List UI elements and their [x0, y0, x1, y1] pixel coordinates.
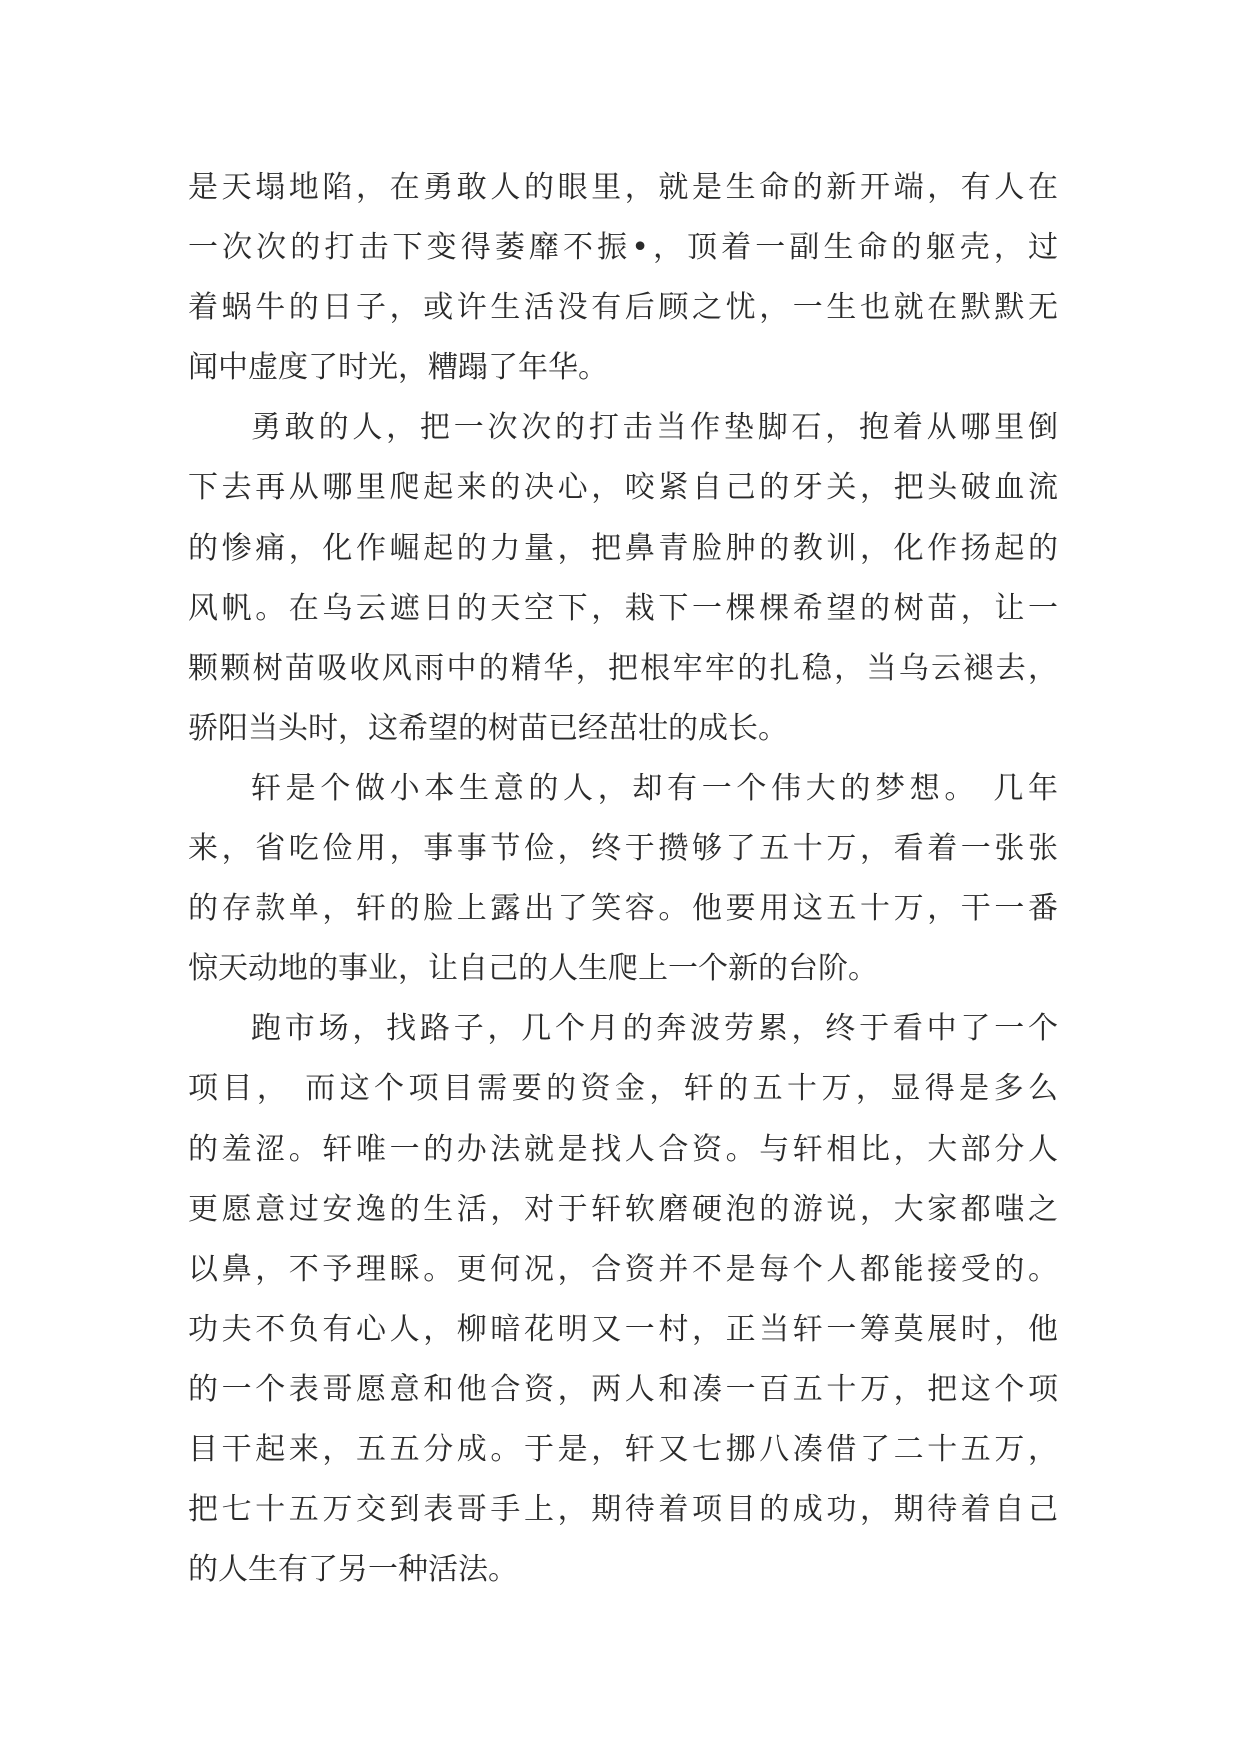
text-line: 的存款单，轩的脸上露出了笑容。他要用这五十万，干一番 [188, 891, 1058, 927]
text-line: 的一个表哥愿意和他合资，两人和凑一百五十万，把这个项 [188, 1371, 1058, 1407]
text-line: 颗颗树苗吸收风雨中的精华，把根牢牢的扎稳，当乌云褪去， [188, 650, 1058, 686]
text-line: 来，省吃俭用，事事节俭，终于攒够了五十万，看着一张张 [188, 831, 1058, 867]
text-line: 的羞涩。轩唯一的办法就是找人合资。与轩相比，大部分人 [188, 1131, 1058, 1167]
text-line: 更愿意过安逸的生活，对于轩软磨硬泡的游说，大家都嗤之 [188, 1191, 1058, 1227]
text-line: 以鼻，不予理睬。更何况，合资并不是每个人都能接受的。 [188, 1251, 1058, 1287]
text-line: 目干起来，五五分成。于是，轩又七挪八凑借了二十五万， [188, 1431, 1058, 1467]
text-line: 的人生有了另一种活法。 [188, 1552, 518, 1588]
text-line: 功夫不负有心人，柳暗花明又一村，正当轩一筹莫展时，他 [188, 1311, 1058, 1347]
text-line: 着蜗牛的日子，或许生活没有后顾之忧，一生也就在默默无 [188, 290, 1058, 326]
text-line: 下去再从哪里爬起来的决心，咬紧自己的牙关，把头破血流 [188, 470, 1058, 506]
text-line: 勇敢的人，把一次次的打击当作垫脚石，抱着从哪里倒 [251, 410, 1058, 446]
text-line: 跑市场，找路子，几个月的奔波劳累，终于看中了一个 [251, 1011, 1058, 1047]
text-line: 一次次的打击下变得萎靡不振•，顶着一副生命的躯壳，过 [188, 230, 1058, 266]
text-line: 骄阳当头时，这希望的树苗已经茁壮的成长。 [188, 710, 788, 746]
text-line: 的惨痛，化作崛起的力量，把鼻青脸肿的教训，化作扬起的 [188, 530, 1058, 566]
text-line: 项目， 而这个项目需要的资金，轩的五十万，显得是多么 [188, 1071, 1058, 1107]
text-line: 惊天动地的事业，让自己的人生爬上一个新的台阶。 [188, 951, 878, 987]
text-line: 风帆。在乌云遮日的天空下，栽下一棵棵希望的树苗，让一 [188, 590, 1058, 626]
text-line: 闻中虚度了时光，糟蹋了年华。 [188, 350, 608, 386]
text-line: 把七十五万交到表哥手上，期待着项目的成功，期待着自己 [188, 1492, 1058, 1528]
body-text [188, 158, 1058, 1600]
text-line: 轩是个做小本生意的人，却有一个伟大的梦想。 几年 [251, 770, 1058, 806]
text-line: 是天塌地陷，在勇敢人的眼里，就是生命的新开端，有人在 [188, 170, 1058, 205]
